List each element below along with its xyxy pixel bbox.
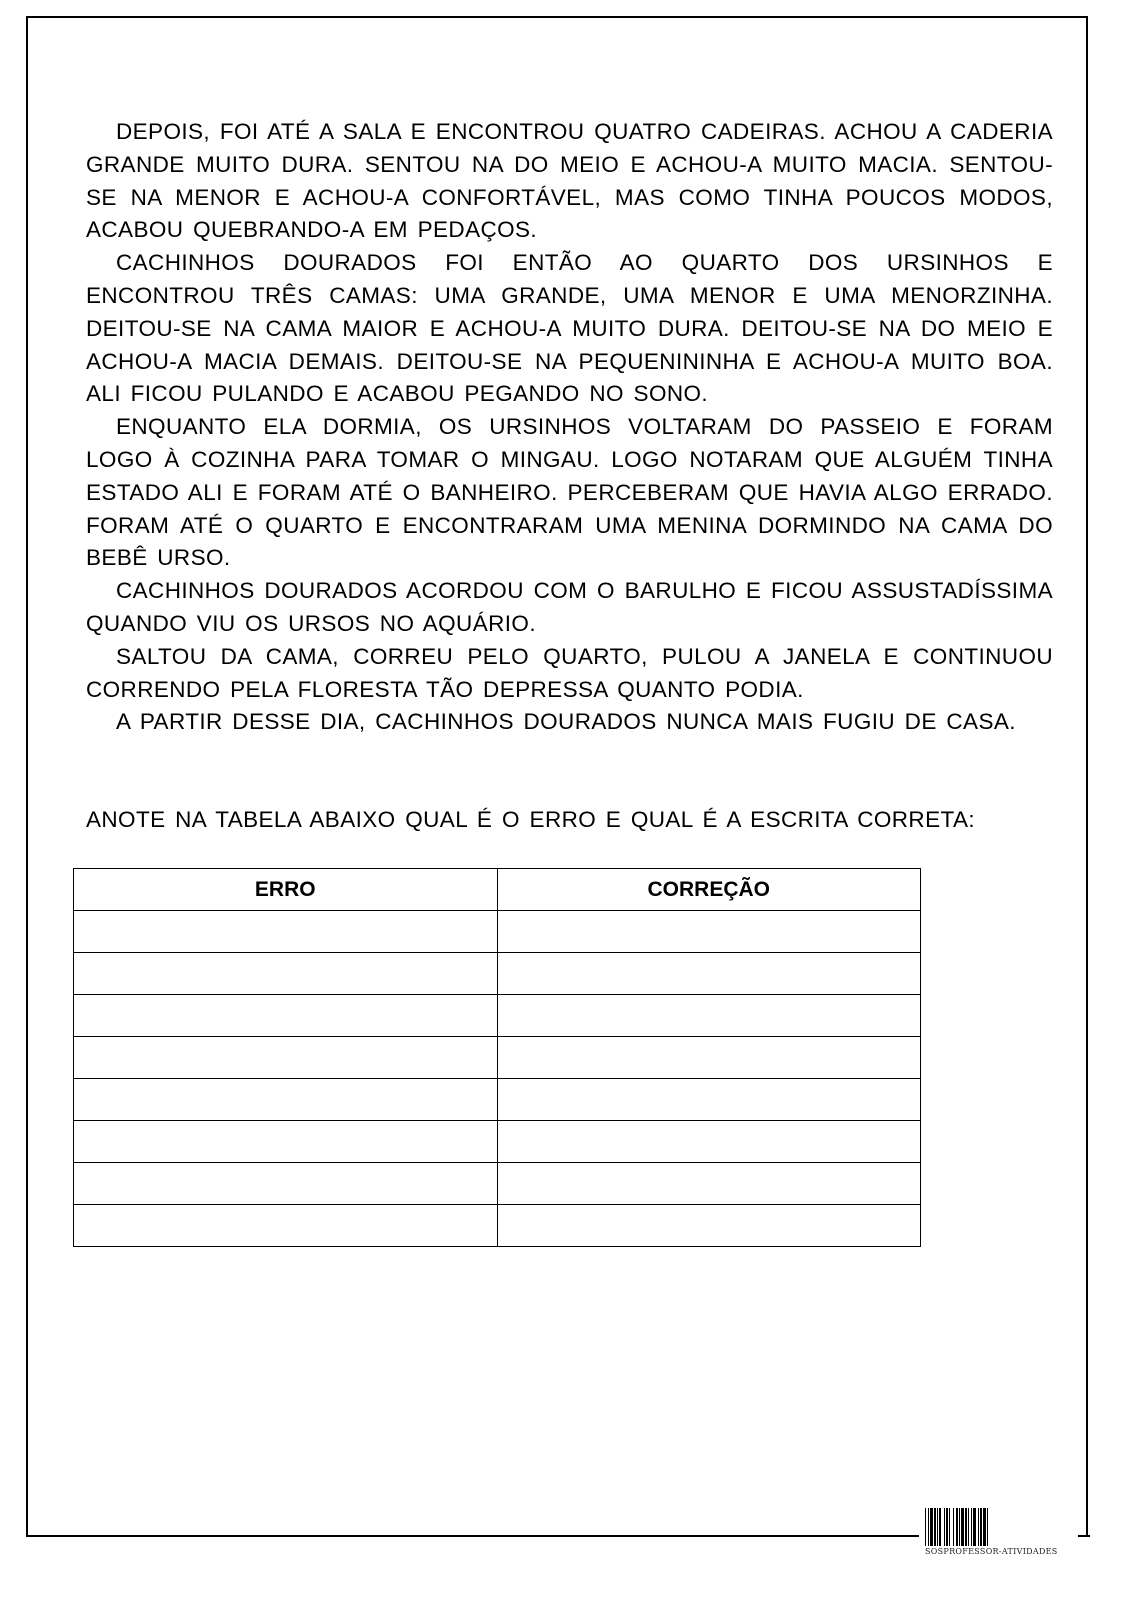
- erro-cell[interactable]: [74, 953, 498, 995]
- erro-cell[interactable]: [74, 1037, 498, 1079]
- erro-cell[interactable]: [74, 995, 498, 1037]
- barcode-bars: [925, 1508, 1071, 1546]
- table-row: [74, 1205, 921, 1247]
- correcao-cell[interactable]: [497, 911, 921, 953]
- story-paragraph: A PARTIR DESSE DIA, CACHINHOS DOURADOS NUNCA MAIS FUGIU DE CASA.: [116, 709, 1016, 735]
- erro-cell[interactable]: [74, 1121, 498, 1163]
- correcao-cell[interactable]: [497, 1079, 921, 1121]
- story-paragraph: CACHINHOS DOURADOS FOI ENTÃO AO QUARTO DOS URSINHOS E ENCONTROU TRÊS CAMAS: UMA GRANDE, UMA MENOR E UMA MENORZINHA. DEITOU-SE NA CAMA MAIOR E ACHOU-A MUITO DURA. DEITOU-SE NA DO MEIO E ACHOU-A MACIA DEMAIS. DEITOU-SE NA PEQUENININHA E ACHOU-A MUITO BOA. ALI FICOU PULANDO E ACABOU PEGANDO NO SONO.: [86, 250, 1053, 407]
- table-row: [74, 953, 921, 995]
- table-row: [74, 1079, 921, 1121]
- correcao-cell[interactable]: [497, 1037, 921, 1079]
- barcode: [925, 1508, 1071, 1558]
- barcode-caption: SOSPROFESSOR-ATIVIDADES: [925, 1547, 1058, 1556]
- table-row: [74, 911, 921, 953]
- erro-cell[interactable]: [74, 1163, 498, 1205]
- exercise-instruction: ANOTE NA TABELA ABAIXO QUAL É O ERRO E QUAL É A ESCRITA CORRETA:: [86, 807, 976, 832]
- correcao-cell[interactable]: [497, 995, 921, 1037]
- story-paragraph: ENQUANTO ELA DORMIA, OS URSINHOS VOLTARAM DO PASSEIO E FORAM LOGO À COZINHA PARA TOMAR O MINGAU. LOGO NOTARAM QUE ALGUÉM TINHA ESTADO ALI E FORAM ATÉ O BANHEIRO. PERCEBERAM QUE HAVIA ALGO ERRADO. FORAM ATÉ O QUARTO E ENCONTRARAM UMA MENINA DORMINDO NA CAMA DO BEBÊ URSO.: [86, 414, 1053, 571]
- story-paragraph: CACHINHOS DOURADOS ACORDOU COM O BARULHO E FICOU ASSUSTADÍSSIMA QUANDO VIU OS URSOS NO AQUÁRIO.: [86, 578, 1053, 636]
- story-text: [86, 116, 1053, 739]
- page-frame-bottom-right: [1078, 1535, 1090, 1537]
- table-row: [74, 1121, 921, 1163]
- table-row: [74, 1037, 921, 1079]
- correcao-cell[interactable]: [497, 953, 921, 995]
- table-row: [74, 1163, 921, 1205]
- column-header-correcao: CORREÇÃO: [497, 869, 921, 911]
- correcao-cell[interactable]: [497, 1163, 921, 1205]
- page-frame-bottom: [26, 1535, 919, 1537]
- story-paragraph: DEPOIS, FOI ATÉ A SALA E ENCONTROU QUATRO CADEIRAS. ACHOU A CADERIA GRANDE MUITO DURA. SENTOU NA DO MEIO E ACHOU-A MUITO MACIA. SENTOU-SE NA MENOR E ACHOU-A CONFORTÁVEL, MAS COMO TINHA POUCOS MODOS, ACABOU QUEBRANDO-A EM PEDAÇOS.: [86, 119, 1053, 243]
- answer-table-body: [74, 911, 921, 1247]
- correcao-cell[interactable]: [497, 1121, 921, 1163]
- table-row: [74, 995, 921, 1037]
- barcode-bar: [988, 1508, 990, 1546]
- erro-cell[interactable]: [74, 1205, 498, 1247]
- correcao-cell[interactable]: [497, 1205, 921, 1247]
- erro-cell[interactable]: [74, 1079, 498, 1121]
- answer-table: [73, 868, 921, 1247]
- table-header-row: [74, 869, 921, 911]
- column-header-erro: ERRO: [74, 869, 498, 911]
- erro-cell[interactable]: [74, 911, 498, 953]
- story-paragraph: SALTOU DA CAMA, CORREU PELO QUARTO, PULOU A JANELA E CONTINUOU CORRENDO PELA FLORESTA TÃO DEPRESSA QUANTO PODIA.: [86, 643, 1053, 702]
